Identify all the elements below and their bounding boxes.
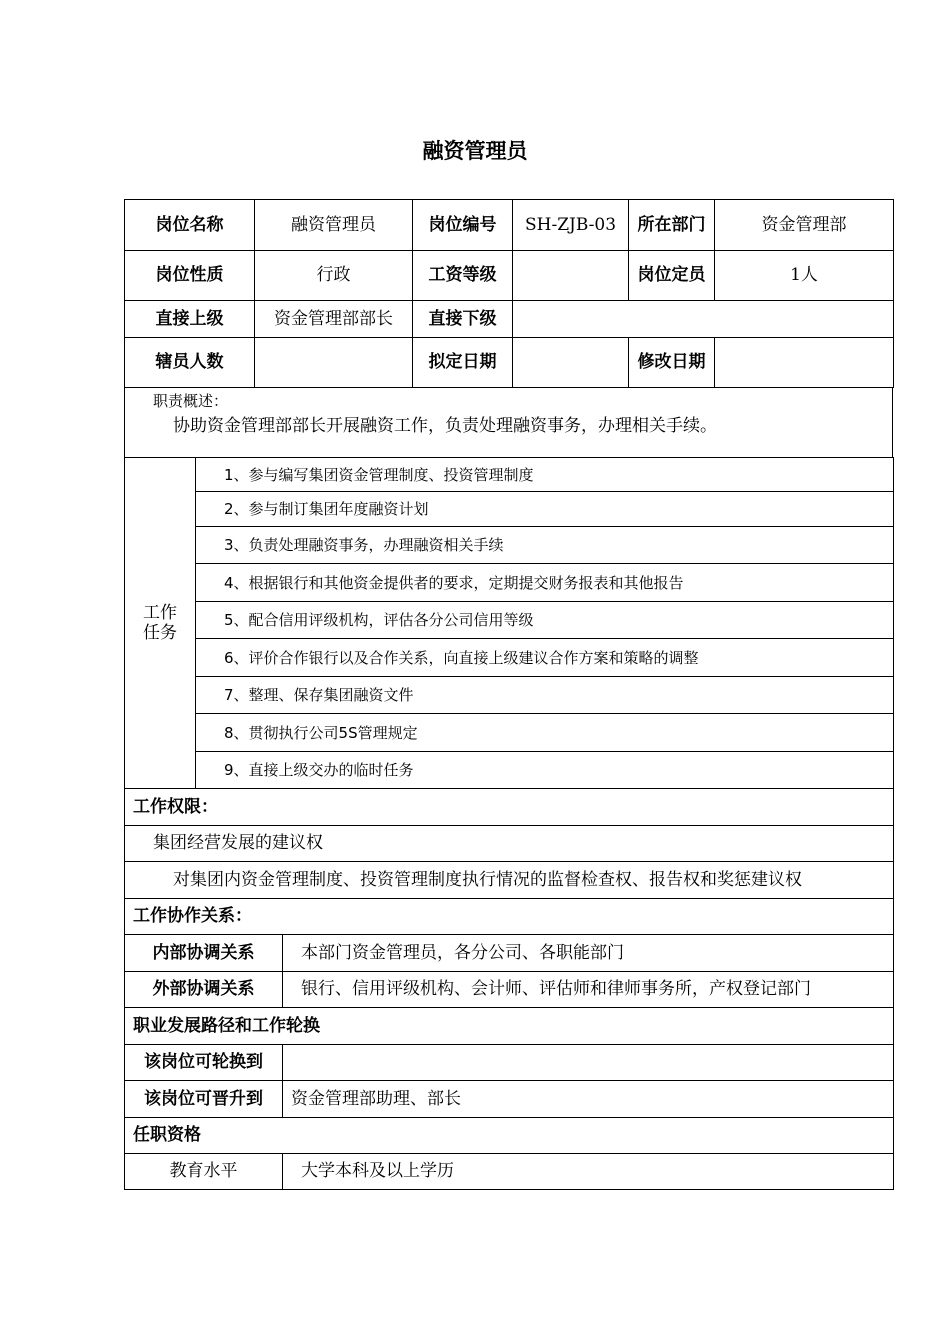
tasks-table [124,457,894,789]
value-salary-grade [513,251,629,301]
education-label: 教育水平 [125,1154,283,1190]
task-item: 2、参与制订集团年度融资计划 [196,492,894,527]
task-item: 3、负责处理融资事务，办理融资相关手续 [196,527,894,564]
external-relations-value: 银行、信用评级机构、会计师、评估师和律师事务所，产权登记部门 [283,972,894,1008]
label-direct-superior: 直接上级 [125,301,255,338]
label-salary-grade: 工资等级 [413,251,513,301]
qualification-heading: 任职资格 [125,1118,894,1154]
label-department: 所在部门 [629,200,715,251]
value-post-code: SH-ZJB-03 [513,200,629,251]
label-draft-date: 拟定日期 [413,338,513,388]
value-revise-date [715,338,894,388]
value-post-nature: 行政 [255,251,413,301]
promotion-label: 该岗位可晋升到 [125,1081,283,1118]
authority-heading: 工作权限： [125,789,894,826]
internal-relations-value: 本部门资金管理员，各分公司、各职能部门 [283,935,894,972]
basic-info-table [124,199,894,388]
task-item: 4、根据银行和其他资金提供者的要求，定期提交财务报表和其他报告 [196,564,894,602]
label-revise-date: 修改日期 [629,338,715,388]
career-heading: 职业发展路径和工作轮换 [125,1008,894,1045]
education-value: 大学本科及以上学历 [283,1154,894,1190]
external-relations-label: 外部协调关系 [125,972,283,1008]
internal-relations-label: 内部协调关系 [125,935,283,972]
tasks-label: 工作 任务 [125,458,196,789]
value-direct-subordinate [513,301,894,338]
promotion-value: 资金管理部助理、部长 [283,1081,894,1118]
rotation-label: 该岗位可轮换到 [125,1045,283,1081]
authority-item: 对集团内资金管理制度、投资管理制度执行情况的监督检查权、报告权和奖惩建议权 [125,862,894,899]
value-department: 资金管理部 [715,200,894,251]
value-staff-count [255,338,413,388]
rotation-value [283,1045,894,1081]
value-post-name: 融资管理员 [255,200,413,251]
label-post-nature: 岗位性质 [125,251,255,301]
value-draft-date [513,338,629,388]
task-item: 7、整理、保存集团融资文件 [196,677,894,714]
summary-table [124,387,893,458]
label-post-name: 岗位名称 [125,200,255,251]
task-item: 9、直接上级交办的临时任务 [196,752,894,789]
page-title: 融资管理员 [422,139,528,163]
value-headcount: 1人 [715,251,894,301]
value-direct-superior: 资金管理部部长 [255,301,413,338]
label-headcount: 岗位定员 [629,251,715,301]
summary-label: 职责概述： [153,392,229,410]
summary-text: 协助资金管理部部长开展融资工作，负责处理融资事务，办理相关手续。 [173,416,717,436]
task-item: 5、配合信用评级机构，评估各分公司信用等级 [196,602,894,639]
authority-item: 集团经营发展的建议权 [125,826,894,862]
label-staff-count: 辖员人数 [125,338,255,388]
task-item: 1、参与编写集团资金管理制度、投资管理制度 [196,458,894,492]
task-item: 8、贯彻执行公司5S管理规定 [196,714,894,752]
relations-heading: 工作协作关系： [125,899,894,935]
label-post-code: 岗位编号 [413,200,513,251]
label-direct-subordinate: 直接下级 [413,301,513,338]
details-table [124,788,894,1190]
task-item: 6、评价合作银行以及合作关系，向直接上级建议合作方案和策略的调整 [196,639,894,677]
